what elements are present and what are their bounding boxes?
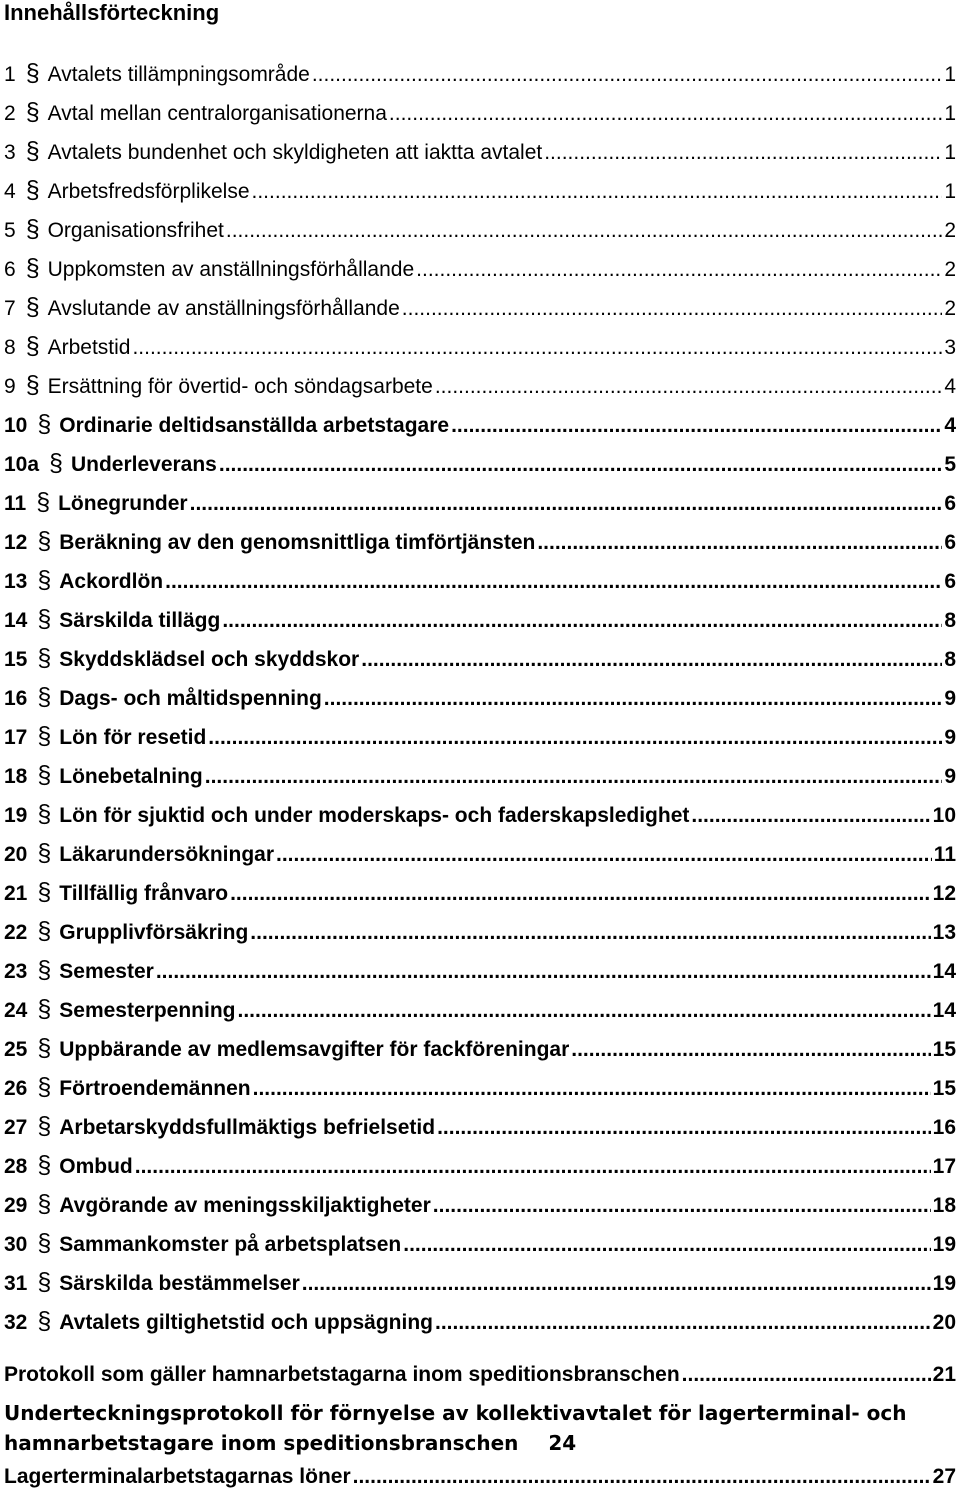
- toc-entry[interactable]: [4, 444, 956, 483]
- toc-entry[interactable]: [4, 93, 956, 132]
- entry-page: 18: [932, 1194, 956, 1217]
- dot-leader: [353, 1462, 931, 1492]
- entry-text: Ordinarie deltidsanställda arbetstagare: [59, 414, 450, 437]
- toc-entry[interactable]: [4, 1068, 956, 1107]
- entry-page: 6: [944, 570, 956, 593]
- toc-entry-lagerterminal-loner[interactable]: [4, 1462, 956, 1492]
- entry-number: 20: [4, 843, 28, 866]
- entry-page: 4: [944, 414, 956, 437]
- section-symbol: §: [25, 293, 40, 321]
- section-symbol: §: [37, 1190, 52, 1218]
- entry-number: 17: [4, 726, 28, 749]
- section-symbol: §: [25, 59, 40, 87]
- entry-text: Läkarundersökningar: [59, 843, 274, 866]
- entry-page: 14: [932, 960, 956, 983]
- entry-number: 19: [4, 804, 28, 827]
- toc-entry[interactable]: [4, 1029, 956, 1068]
- section-symbol: §: [37, 683, 52, 711]
- entry-text: Avgörande av meningsskiljaktigheter: [59, 1194, 431, 1217]
- section-symbol: §: [25, 137, 40, 165]
- entry-text: Beräkning av den genomsnittliga timförtjänsten: [59, 531, 536, 554]
- toc-entry[interactable]: [4, 1185, 956, 1224]
- section-symbol: §: [37, 1034, 52, 1062]
- toc-entry[interactable]: [4, 1302, 956, 1341]
- entry-number: 9: [4, 375, 16, 398]
- entry-text: Avtalets tillämpningsområde: [47, 63, 310, 86]
- dot-leader: [132, 328, 942, 367]
- toc-entry[interactable]: [4, 990, 956, 1029]
- entry-page: 15: [932, 1077, 956, 1100]
- section-symbol: §: [37, 722, 52, 750]
- entry-number: 16: [4, 687, 28, 710]
- section-symbol: §: [25, 215, 40, 243]
- entry-number: 22: [4, 921, 28, 944]
- entry-number: 1: [4, 63, 16, 86]
- dot-leader: [312, 55, 942, 94]
- dot-leader: [682, 1360, 931, 1390]
- entry-page: 15: [932, 1038, 956, 1061]
- dot-leader: [402, 289, 943, 328]
- dot-leader: [226, 211, 942, 250]
- section-symbol: §: [37, 1073, 52, 1101]
- toc-entry[interactable]: [4, 678, 956, 717]
- dot-leader: [219, 445, 942, 484]
- entry-number: 31: [4, 1272, 28, 1295]
- toc-entry[interactable]: [4, 1263, 956, 1302]
- section-symbol: §: [25, 254, 40, 282]
- toc-entry[interactable]: [4, 639, 956, 678]
- entry-text: Lön för resetid: [59, 726, 207, 749]
- entry-number: 4: [4, 180, 16, 203]
- entry-page: 1: [944, 102, 956, 125]
- dot-leader: [252, 172, 943, 211]
- entry-page: 9: [944, 687, 956, 710]
- toc-list: [4, 54, 956, 1341]
- section-symbol: §: [37, 1229, 52, 1257]
- toc-entry[interactable]: [4, 366, 956, 405]
- entry-page: 16: [932, 1116, 956, 1139]
- entry-text: Lönebetalning: [59, 765, 203, 788]
- section-symbol: §: [37, 1151, 52, 1179]
- toc-entry[interactable]: [4, 1107, 956, 1146]
- dot-leader: [205, 757, 943, 796]
- section-symbol: §: [37, 566, 52, 594]
- dot-leader: [437, 1108, 931, 1147]
- entry-page: 9: [944, 726, 956, 749]
- entry-page: 12: [932, 882, 956, 905]
- section-symbol: §: [37, 917, 52, 945]
- page-title: Innehållsförteckning: [4, 0, 220, 25]
- entry-page: 9: [944, 765, 956, 788]
- entry-text: Lön för sjuktid och under moderskaps- och faderskapsledighet: [59, 804, 690, 827]
- section-symbol: §: [25, 98, 40, 126]
- entry-number: 5: [4, 219, 16, 242]
- dot-leader: [433, 1186, 931, 1225]
- entry-number: 14: [4, 609, 28, 632]
- entry-page: 1: [944, 63, 956, 86]
- dot-leader: [250, 913, 930, 952]
- entry-number: 21: [4, 882, 28, 905]
- toc-entry[interactable]: [4, 561, 956, 600]
- entry-number: 28: [4, 1155, 28, 1178]
- section-symbol: §: [37, 839, 52, 867]
- section-symbol: §: [37, 761, 52, 789]
- entry-text: Organisationsfrihet: [47, 219, 224, 242]
- entry-text: Uppkomsten av anställningsförhållande: [47, 258, 415, 281]
- entry-page: 2: [944, 219, 956, 242]
- entry-text: Lagerterminalarbetstagarnas löner: [4, 1465, 351, 1488]
- entry-page: 21: [932, 1363, 956, 1386]
- entry-text: Grupplivförsäkring: [59, 921, 249, 944]
- entry-page: 24: [548, 1431, 577, 1455]
- entry-text: Semesterpenning: [59, 999, 236, 1022]
- dot-leader: [302, 1264, 931, 1303]
- dot-leader: [537, 523, 942, 562]
- entry-text: Skyddsklädsel och skyddskor: [59, 648, 360, 671]
- entry-text: Ombud: [59, 1155, 133, 1178]
- section-symbol: §: [37, 878, 52, 906]
- dot-leader: [324, 679, 943, 718]
- entry-page: 27: [932, 1465, 956, 1488]
- entry-page: 6: [944, 531, 956, 554]
- section-symbol: §: [37, 956, 52, 984]
- dot-leader: [361, 640, 942, 679]
- entry-number: 7: [4, 297, 16, 320]
- entry-text: Sammankomster på arbetsplatsen: [59, 1233, 402, 1256]
- section-symbol: §: [25, 176, 40, 204]
- section-symbol: §: [37, 605, 52, 633]
- section-symbol: §: [37, 1307, 52, 1335]
- entry-text: Dags- och måltidspenning: [59, 687, 322, 710]
- entry-text: Ersättning för övertid- och söndagsarbete: [47, 375, 433, 398]
- dot-leader: [276, 835, 932, 874]
- entry-text: Protokoll som gäller hamnarbetstagarna inom speditionsbranschen: [4, 1363, 680, 1386]
- toc-entry[interactable]: [4, 522, 956, 561]
- entry-page: 2: [944, 258, 956, 281]
- entry-text-line1: Underteckningsprotokoll för förnyelse av kollektivavtalet för lagerterminal- och: [4, 1401, 907, 1425]
- section-symbol: §: [37, 1268, 52, 1296]
- entry-number: 13: [4, 570, 28, 593]
- entry-text: Avtalets giltighetstid och uppsägning: [59, 1311, 433, 1334]
- entry-text: Särskilda tillägg: [59, 609, 221, 632]
- entry-number: 23: [4, 960, 28, 983]
- entry-number: 10: [4, 414, 28, 437]
- entry-number: 27: [4, 1116, 28, 1139]
- section-symbol: §: [37, 800, 52, 828]
- toc-entry[interactable]: [4, 600, 956, 639]
- dot-leader: [435, 367, 943, 406]
- dot-leader: [416, 250, 942, 289]
- dot-leader: [190, 484, 943, 523]
- dot-leader: [691, 796, 930, 835]
- toc-entry[interactable]: [4, 249, 956, 288]
- dot-leader: [208, 718, 942, 757]
- entry-page: 8: [944, 609, 956, 632]
- dot-leader: [222, 601, 942, 640]
- toc-entry[interactable]: [4, 951, 956, 990]
- toc-entry[interactable]: [4, 756, 956, 795]
- entry-page: 10: [932, 804, 956, 827]
- toc-entry[interactable]: [4, 834, 956, 873]
- section-symbol: §: [37, 1112, 52, 1140]
- entry-page: 1: [944, 180, 956, 203]
- entry-page: 11: [933, 843, 956, 866]
- toc-entry[interactable]: [4, 873, 956, 912]
- dot-leader: [156, 952, 931, 991]
- dot-leader: [403, 1225, 930, 1264]
- entry-number: 3: [4, 141, 16, 164]
- dot-leader: [253, 1069, 931, 1108]
- section-symbol: §: [37, 995, 52, 1023]
- entry-page: 2: [944, 297, 956, 320]
- dot-leader: [237, 991, 930, 1030]
- entry-page: 3: [944, 336, 956, 359]
- dot-leader: [451, 406, 942, 445]
- entry-text: Avtalets bundenhet och skyldigheten att iaktta avtalet: [47, 141, 543, 164]
- entry-number: 29: [4, 1194, 28, 1217]
- section-symbol: §: [37, 644, 52, 672]
- entry-number: 11: [4, 492, 27, 515]
- entry-page: 19: [932, 1233, 956, 1256]
- toc-entry-underteckningsprotokoll[interactable]: [4, 1398, 956, 1458]
- dot-leader: [230, 874, 931, 913]
- entry-number: 2: [4, 102, 16, 125]
- entry-number: 10a: [4, 453, 40, 476]
- toc-entry-protokoll[interactable]: [4, 1360, 956, 1390]
- entry-page: 20: [932, 1311, 956, 1334]
- entry-text: Förtroendemännen: [59, 1077, 251, 1100]
- dot-leader: [165, 562, 942, 601]
- entry-text: Avtal mellan centralorganisationerna: [47, 102, 387, 125]
- section-symbol: §: [25, 371, 40, 399]
- dot-leader: [571, 1030, 930, 1069]
- entry-number: 26: [4, 1077, 28, 1100]
- entry-number: 12: [4, 531, 28, 554]
- entry-text: Arbetstid: [47, 336, 131, 359]
- dot-leader: [435, 1303, 931, 1342]
- entry-text: Uppbärande av medlemsavgifter för fackföreningar: [59, 1038, 570, 1061]
- entry-text-line2: hamnarbetstagare inom speditionsbranschen: [4, 1431, 519, 1455]
- entry-page: 14: [932, 999, 956, 1022]
- toc-entry[interactable]: [4, 483, 956, 522]
- dot-leader: [544, 133, 942, 172]
- entry-number: 6: [4, 258, 16, 281]
- entry-text: Tillfällig frånvaro: [59, 882, 229, 905]
- section-symbol: §: [37, 410, 52, 438]
- entry-number: 32: [4, 1311, 28, 1334]
- entry-page: 19: [932, 1272, 956, 1295]
- entry-page: 8: [944, 648, 956, 671]
- entry-text: Särskilda bestämmelser: [59, 1272, 300, 1295]
- section-symbol: §: [36, 488, 51, 516]
- toc-entry[interactable]: [4, 912, 956, 951]
- section-symbol: §: [37, 527, 52, 555]
- toc-entry[interactable]: [4, 717, 956, 756]
- toc-entry[interactable]: [4, 54, 956, 93]
- entry-number: 30: [4, 1233, 28, 1256]
- toc-entry[interactable]: [4, 795, 956, 834]
- dot-leader: [135, 1147, 931, 1186]
- entry-page: 6: [944, 492, 956, 515]
- entry-text: Semester: [59, 960, 154, 983]
- entry-number: 15: [4, 648, 28, 671]
- entry-number: 8: [4, 336, 16, 359]
- entry-number: 25: [4, 1038, 28, 1061]
- toc-entry[interactable]: [4, 1224, 956, 1263]
- entry-number: 24: [4, 999, 28, 1022]
- toc-entry[interactable]: [4, 171, 956, 210]
- entry-page: 5: [944, 453, 956, 476]
- entry-text: Arbetsfredsförplikelse: [47, 180, 250, 203]
- entry-page: 13: [932, 921, 956, 944]
- entry-page: 17: [932, 1155, 956, 1178]
- section-symbol: §: [25, 332, 40, 360]
- entry-text: Avslutande av anställningsförhållande: [47, 297, 400, 320]
- entry-text: Arbetarskyddsfullmäktigs befrielsetid: [59, 1116, 436, 1139]
- dot-leader: [389, 94, 942, 133]
- toc-entry[interactable]: [4, 327, 956, 366]
- entry-page: 1: [944, 141, 956, 164]
- entry-text: Underleverans: [70, 453, 217, 476]
- entry-number: 18: [4, 765, 28, 788]
- toc-entry[interactable]: [4, 405, 956, 444]
- toc-entry[interactable]: [4, 1146, 956, 1185]
- toc-entry[interactable]: [4, 210, 956, 249]
- entry-text: Lönegrunder: [58, 492, 188, 515]
- toc-entry[interactable]: [4, 132, 956, 171]
- entry-page: 4: [944, 375, 956, 398]
- toc-entry[interactable]: [4, 288, 956, 327]
- entry-text: Ackordlön: [59, 570, 164, 593]
- section-symbol: §: [49, 449, 63, 477]
